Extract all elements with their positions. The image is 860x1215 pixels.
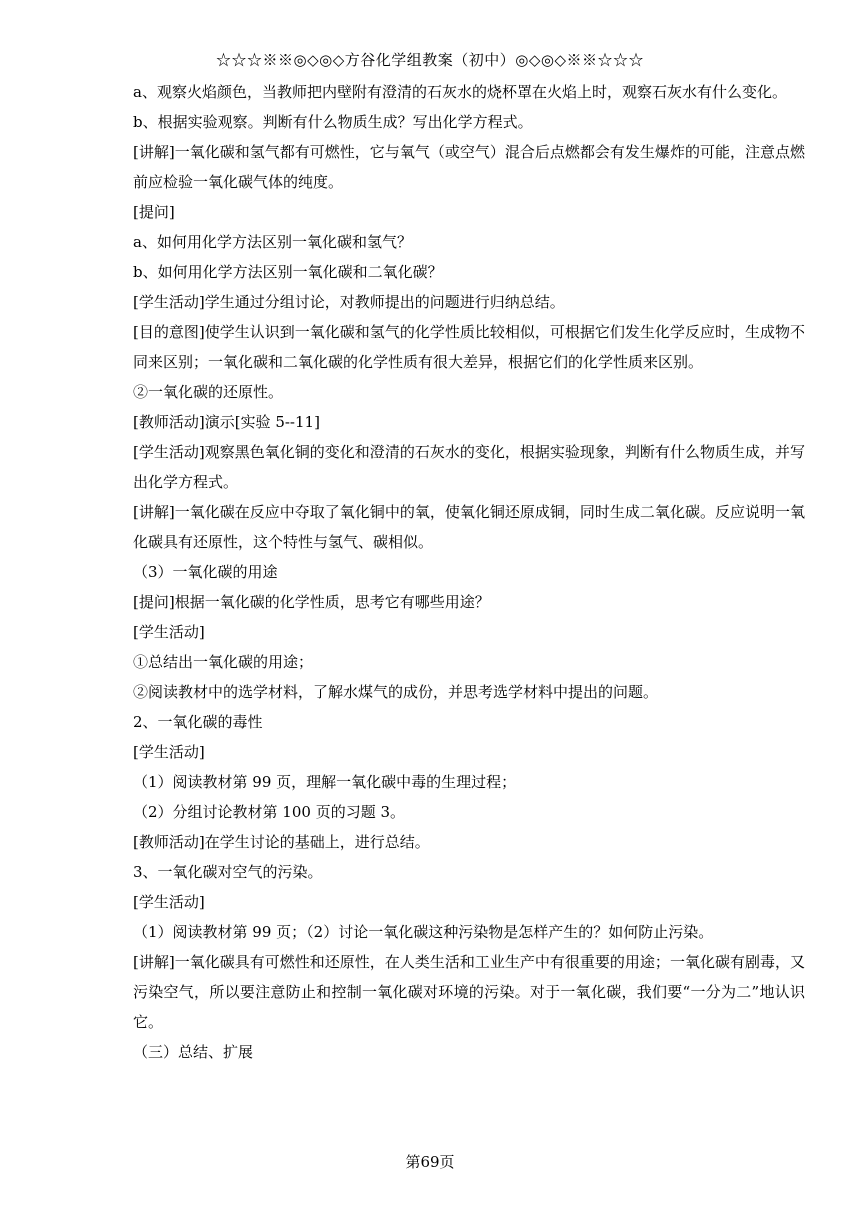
paragraph: ②阅读教材中的选学材料，了解水煤气的成份，并思考选学材料中提出的问题。 xyxy=(133,683,659,701)
paragraph: [讲解]一氧化碳具有可燃性和还原性，在人类生活和工业生产中有很重要的用途；一氧化碳有剧毒，又污染空气，所以要注意防止和控制一氧化碳对环境的污染。对于一氧化碳，我们要“一分为二”地认识它。 xyxy=(133,953,805,1031)
paragraph: b、如何用化学方法区别一氧化碳和二氧化碳？ xyxy=(133,263,443,281)
paragraph: [教师活动]演示[实验 5--11] xyxy=(133,413,320,431)
paragraph: a、观察火焰颜色，当教师把内壁附有澄清的石灰水的烧杯罩在火焰上时，观察石灰水有什么变化。 xyxy=(133,83,787,101)
paragraph: [讲解]一氧化碳和氢气都有可燃性，它与氧气（或空气）混合后点燃都会有发生爆炸的可能，注意点燃前应检验一氧化碳气体的纯度。 xyxy=(133,143,805,191)
paragraph: [提问]根据一氧化碳的化学性质，思考它有哪些用途？ xyxy=(133,593,490,611)
paragraph: （2）分组讨论教材第 100 页的习题 3。 xyxy=(133,803,406,821)
paragraph: [学生活动]学生通过分组讨论，对教师提出的问题进行归纳总结。 xyxy=(133,293,565,311)
paragraph: [学生活动]观察黑色氧化铜的变化和澄清的石灰水的变化，根据实验现象，判断有什么物质生成，并写出化学方程式。 xyxy=(133,443,805,491)
paragraph: [学生活动] xyxy=(133,743,205,761)
page-header: ☆☆☆※※◎◇◎◇方谷化学组教案（初中）◎◇◎◇※※☆☆☆ xyxy=(216,51,644,69)
section-heading: 3、一氧化碳对空气的污染。 xyxy=(133,863,323,881)
paragraph: [提问] xyxy=(133,203,175,221)
page-number: 第69页 xyxy=(405,1153,455,1171)
paragraph: [教师活动]在学生讨论的基础上，进行总结。 xyxy=(133,833,430,851)
paragraph: a、如何用化学方法区别一氧化碳和氢气？ xyxy=(133,233,412,251)
paragraph: （1）阅读教材第 99 页；（2）讨论一氧化碳这种污染物是怎样产生的？如何防止污染。 xyxy=(133,923,714,941)
section-heading: 2、一氧化碳的毒性 xyxy=(133,713,263,731)
paragraph: ②一氧化碳的还原性。 xyxy=(133,383,284,401)
paragraph: [学生活动] xyxy=(133,623,205,641)
paragraph: [目的意图]使学生认识到一氧化碳和氢气的化学性质比较相似，可根据它们发生化学反应时，生成物不同来区别；一氧化碳和二氧化碳的化学性质有很大差异，根据它们的化学性质来区别。 xyxy=(133,323,805,371)
section-heading: （3）一氧化碳的用途 xyxy=(133,563,278,581)
paragraph: b、根据实验观察。判断有什么物质生成？写出化学方程式。 xyxy=(133,113,533,131)
document-body xyxy=(133,77,805,1067)
paragraph: （1）阅读教材第 99 页，理解一氧化碳中毒的生理过程； xyxy=(133,773,517,791)
paragraph: [学生活动] xyxy=(133,893,205,911)
section-heading: （三）总结、扩展 xyxy=(133,1043,254,1061)
paragraph: ①总结出一氧化碳的用途； xyxy=(133,653,314,671)
paragraph: [讲解]一氧化碳在反应中夺取了氧化铜中的氧，使氧化铜还原成铜，同时生成二氧化碳。反应说明一氧化碳具有还原性，这个特性与氢气、碳相似。 xyxy=(133,503,805,551)
